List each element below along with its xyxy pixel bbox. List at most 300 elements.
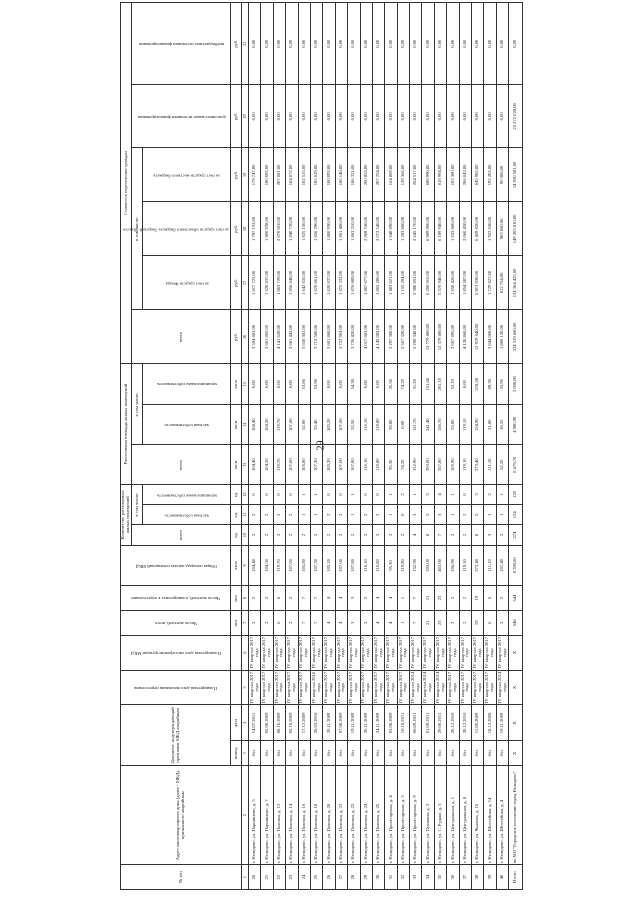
cell-am: 0,00	[261, 364, 273, 405]
cell-cm: 3	[422, 484, 434, 504]
unit-rub-2: руб.	[231, 256, 242, 310]
cell-addr: г. Нелидово, ул. Чкалова, д. 16	[472, 766, 484, 865]
hdr-doc-date: дата	[231, 705, 242, 741]
cell-plan: 7	[298, 586, 310, 611]
cell-date: 19.11.2009	[348, 705, 360, 741]
cell-a: 119,80	[372, 445, 384, 484]
cell-res: 7	[298, 610, 310, 635]
cell-r: 1 840 720,00	[286, 202, 298, 256]
cell-ad: 0,00	[335, 85, 347, 148]
cell-ob: 0,00	[310, 3, 322, 85]
cell-l: 207 081,00	[273, 148, 285, 202]
cell-am: 53,90	[310, 364, 322, 405]
cell-cp: 3	[410, 505, 422, 525]
cell-r: 1 800 938,00	[261, 202, 273, 256]
hdr-planned-demolition: Планируемая дата сноса/реконструкции МКД	[121, 635, 231, 670]
cell-area: 107,30	[310, 545, 322, 586]
cell-area: 104,40	[249, 545, 261, 586]
cell-area: 8 789,60	[509, 545, 523, 586]
hdr-area: Общая площадь жилых помещений МКД	[121, 545, 231, 586]
cell-ap: 104,40	[249, 404, 261, 445]
cell-f: 1 642 635,00	[298, 256, 310, 310]
cell-ob: 0,00	[298, 3, 310, 85]
cell-res: 4	[372, 610, 384, 635]
hdr-doc-number: номер	[231, 741, 242, 766]
hdr-local: за счет средств местного бюджета	[143, 148, 231, 202]
cell-ad: 0,00	[397, 85, 409, 148]
cell-area: 105,20	[323, 545, 335, 586]
cell-r: 2 072 540,00	[372, 202, 384, 256]
cell-dem: IV квартал 2017 года	[335, 635, 347, 670]
cell-rel: IV квартал 2014 года	[434, 670, 446, 705]
cell-t: 3 594 603,00	[249, 310, 261, 364]
column-number: 19	[242, 148, 249, 202]
cell-num: б/н	[323, 741, 335, 766]
cell-a: 52,20	[496, 445, 508, 484]
cell-cm: 2	[397, 484, 409, 504]
cell-rel: IV квартал 2017 года	[249, 670, 261, 705]
cell-c: 3	[484, 525, 496, 545]
cell-addr: г. Нелидово, ул. Шоссейная, д. 14	[484, 766, 496, 865]
cell-area: 110,80	[372, 545, 384, 586]
cell-c: 2	[397, 525, 409, 545]
cell-date: 06.09.2011	[410, 705, 422, 741]
cell-cp: 5	[422, 505, 434, 525]
cell-ob: 0,00	[422, 3, 434, 85]
column-number: 3	[242, 741, 249, 766]
cell-a: 107,60	[286, 445, 298, 484]
cell-f: 1 865 286,00	[372, 256, 384, 310]
cell-am: 201,10	[434, 364, 446, 405]
cell-ad: 0,00	[298, 85, 310, 148]
cell-addr: г. Нелидово, ул. Пролетарская, д. 4	[385, 766, 397, 865]
cell-r: 1 856 290,00	[310, 202, 322, 256]
cell-addr: г. Нелидово, ул. Полевая, д. 20	[323, 766, 335, 865]
cell-plan: 4	[385, 586, 397, 611]
cell-num: б/н	[348, 741, 360, 766]
cell-cp: 3	[434, 505, 446, 525]
table-body	[242, 3, 523, 890]
cell-date: 11.08.2009	[472, 705, 484, 741]
cell-c: 2	[298, 525, 310, 545]
cell-addr: г. Нелидово, ул. Центральная, д. 1	[447, 766, 459, 865]
cell-num: б/н	[298, 741, 310, 766]
column-number: 21	[242, 3, 249, 85]
cell-t: 3 650 302,00	[298, 310, 310, 364]
cell-res: 4	[323, 610, 335, 635]
cell-a: 104,50	[261, 445, 273, 484]
cell-dem: IV квартал 2017 года	[372, 635, 384, 670]
cell-area: 152,90	[410, 545, 422, 586]
cell-am: 0,00	[323, 364, 335, 405]
column-number: 20	[242, 85, 249, 148]
cell-n: Итого	[509, 865, 523, 890]
cell-plan: 4	[323, 586, 335, 611]
cell-t: 3 844 060,00	[484, 310, 496, 364]
cell-dem: IV квартал 2017 года	[273, 635, 285, 670]
cell-ap: 116,10	[360, 404, 372, 445]
cell-c: 2	[249, 525, 261, 545]
column-number: 17	[242, 256, 249, 310]
cell-cp: 2	[249, 505, 261, 525]
cell-cm: 0	[459, 484, 471, 504]
cell-t: 3 712 580,00	[310, 310, 322, 364]
cell-num: б/н	[434, 741, 446, 766]
cell-c: 2	[385, 525, 397, 545]
cell-area: 107,60	[335, 545, 347, 586]
cell-num: б/н	[459, 741, 471, 766]
cell-l: 186 321,00	[348, 148, 360, 202]
cell-n: 29	[360, 865, 372, 890]
cell-l: 185 629,00	[310, 148, 322, 202]
column-number: 4	[242, 705, 249, 741]
cell-num: б/н	[261, 741, 273, 766]
cell-ob: 0,00	[323, 3, 335, 85]
cell-f: 1 620 837,00	[261, 256, 273, 310]
cell-am: 0,00	[273, 364, 285, 405]
hdr-count-total: всего	[132, 525, 231, 545]
cell-t: 3 601 860,00	[323, 310, 335, 364]
cell-am: 33,95	[496, 364, 508, 405]
cell-l: 688 990,00	[422, 148, 434, 202]
cell-ad: 0,00	[496, 85, 508, 148]
cell-cp: 1	[298, 505, 310, 525]
unit-sqm-2: кв.м	[231, 445, 242, 484]
hdr-unit-blank-2	[231, 635, 242, 670]
column-number: 16	[242, 310, 249, 364]
cell-num: б/н	[335, 741, 347, 766]
unit-people-2: чел.	[231, 586, 242, 611]
cell-t: 3 681 443,00	[286, 310, 298, 364]
cell-l: 618 994,00	[434, 148, 446, 202]
cell-a: 119,70	[273, 445, 285, 484]
cell-dem: IV квартал 2017 года	[261, 635, 273, 670]
cell-c: 2	[496, 525, 508, 545]
cell-res: 2	[447, 610, 459, 635]
cell-rel: IV квартал 2017 года	[372, 670, 384, 705]
column-number: 15	[242, 364, 249, 405]
cell-cp: 1	[484, 505, 496, 525]
cell-dem: IV квартал 2017 года	[286, 635, 298, 670]
cell-cm: 1	[385, 484, 397, 504]
cell-t: 3 601 865,05	[261, 310, 273, 364]
cell-t: 3 722 963,00	[335, 310, 347, 364]
cell-num: б/н	[310, 741, 322, 766]
cell-num: б/н	[484, 741, 496, 766]
table-row	[310, 3, 322, 890]
table-row	[286, 3, 298, 890]
cell-area: 119,90	[397, 545, 409, 586]
cell-t: 324 319 660,00	[509, 310, 523, 364]
cell-am: 0,00	[286, 364, 298, 405]
cell-area: 373,40	[472, 545, 484, 586]
cell-r: 1 861 480,00	[335, 202, 347, 256]
cell-c: 8	[422, 525, 434, 545]
cell-f: 1 656 648,00	[286, 256, 298, 310]
cell-n: 25	[310, 865, 322, 890]
hdr-group-area: Расселяемая площадь жилых помещений	[121, 364, 132, 484]
hdr-additional: дополнительные источники финансирования	[132, 85, 231, 148]
cell-c: 2	[360, 525, 372, 545]
cell-date: 29.06.2011	[434, 705, 446, 741]
hdr-residents-planned: Число жителей, планируемых к переселению	[121, 586, 231, 611]
cell-res: 1	[397, 610, 409, 635]
cell-am: 0,00	[360, 364, 372, 405]
cell-l: 183 380,00	[447, 148, 459, 202]
cell-cp: 2	[372, 505, 384, 525]
cell-ob: 0,00	[459, 3, 471, 85]
column-number: 2	[242, 766, 249, 865]
cell-res: 2	[261, 610, 273, 635]
cell-area: 111,10	[484, 545, 496, 586]
cell-am: 52,10	[447, 364, 459, 405]
cell-res: 4	[385, 610, 397, 635]
table-row	[273, 3, 285, 890]
cell-plan: 544	[509, 586, 523, 611]
cell-r: 1 922 030,00	[484, 202, 496, 256]
column-number: 6	[242, 635, 249, 670]
cell-date: 03.08.2009	[385, 705, 397, 741]
cell-c: 2	[335, 525, 347, 545]
cell-num: б/н	[360, 741, 372, 766]
cell-ob: 0,00	[509, 3, 523, 85]
cell-r: 6 889 900,00	[422, 202, 434, 256]
hdr-area-municipal: муниципальная собственность	[143, 364, 231, 405]
cell-cp: 0	[397, 505, 409, 525]
cell-area: 107,40	[496, 545, 508, 586]
cell-cp: 1	[447, 505, 459, 525]
cell-n: 26	[323, 865, 335, 890]
cell-cp: 2	[286, 505, 298, 525]
cell-cm: 2	[484, 484, 496, 504]
relocation-table	[120, 2, 523, 890]
cell-num: X	[509, 741, 523, 766]
cell-res: 4	[335, 610, 347, 635]
cell-ap: 18,25	[496, 404, 508, 445]
cell-plan: 2	[447, 586, 459, 611]
hdr-no: № п/п	[121, 865, 242, 890]
cell-date: 20.11.2009	[360, 705, 372, 741]
cell-plan: 2	[261, 586, 273, 611]
column-number: 12	[242, 484, 249, 504]
cell-a: 95,30	[385, 445, 397, 484]
cell-l: 184 072,00	[286, 148, 298, 202]
cell-rel: IV квартал 2017 года	[484, 670, 496, 705]
table-row	[472, 3, 484, 890]
cell-a: 357,80	[434, 445, 446, 484]
cell-addr: г. Нелидово, ул. Полевая, д. 22	[335, 766, 347, 865]
hdr-count-incl: в том числе:	[132, 484, 143, 525]
cell-ad: 0,00	[385, 85, 397, 148]
cell-rel: IV квартал 2017 года	[323, 670, 335, 705]
cell-r: 1 797 133,00	[249, 202, 261, 256]
cell-addr: г. Нелидово, ул. Полевая, д. 14	[286, 766, 298, 865]
cell-date: 05.08.2009	[261, 705, 273, 741]
cell-addr: г. Нелидово, ул. Полевая, д. 25	[372, 766, 384, 865]
cell-am: 31,20	[410, 364, 422, 405]
cell-c: 7	[434, 525, 446, 545]
cell-cm: 0	[261, 484, 273, 504]
hdr-area-private: частная собственность	[143, 404, 231, 445]
cell-am: 35,50	[385, 364, 397, 405]
cell-l: 179 747,00	[249, 148, 261, 202]
cell-dem: IV квартал 2017 года	[410, 635, 422, 670]
cell-a: 107,80	[348, 445, 360, 484]
table-row	[447, 3, 459, 890]
cell-ap: 59,80	[385, 404, 397, 445]
cell-addr: г. Нелидово, ул. Центральная, д. 8	[459, 766, 471, 865]
cell-rel: IV квартал 2014 года	[496, 670, 508, 705]
cell-num: б/н	[273, 741, 285, 766]
cell-am: 74,20	[397, 364, 409, 405]
cell-f: 5 570 946,00	[434, 256, 446, 310]
cell-cm: 0	[249, 484, 261, 504]
cell-res: 2	[360, 610, 372, 635]
cell-area: 107,60	[286, 545, 298, 586]
cell-res: 23	[434, 610, 446, 635]
cell-ad: 0,00	[447, 85, 459, 148]
cell-n: 36	[447, 865, 459, 890]
cell-ob: 0,00	[447, 3, 459, 85]
cell-ap: 119,10	[459, 404, 471, 445]
cell-cp: 2	[335, 505, 347, 525]
unit-rub-3: руб.	[231, 202, 242, 256]
cell-r: 1 283 660,00	[397, 202, 409, 256]
cell-res: 21	[422, 610, 434, 635]
cell-am: 54,30	[348, 364, 360, 405]
column-number: 7	[242, 610, 249, 635]
cell-r: 1 800 930,00	[323, 202, 335, 256]
cell-cm: 0	[273, 484, 285, 504]
unit-units-3: ед.	[231, 484, 242, 504]
cell-c: 2	[372, 525, 384, 545]
table-row	[348, 3, 360, 890]
cell-r: 6 189 940,00	[434, 202, 446, 256]
cell-plan: 4	[372, 586, 384, 611]
cell-am: 218,50	[472, 364, 484, 405]
cell-f: 6 200 910,00	[422, 256, 434, 310]
cell-cp: 154	[509, 505, 523, 525]
cell-l: 164 869,00	[385, 148, 397, 202]
cell-num: б/н	[385, 741, 397, 766]
hdr-doc-group: Документ, подтверждающий признание МКД аварийным	[121, 705, 231, 766]
cell-dem: IV квартал 2017 года	[323, 635, 335, 670]
cell-date: 17.12.2009	[298, 705, 310, 741]
cell-a: 107,30	[310, 445, 322, 484]
cell-f: 1 155 294,00	[397, 256, 409, 310]
cell-l: 128 366,00	[397, 148, 409, 202]
cell-ob: 0,00	[385, 3, 397, 85]
total-row	[509, 3, 523, 890]
table-row	[484, 3, 496, 890]
cell-t: 4 017 063,00	[360, 310, 372, 364]
cell-l: 207 254,00	[372, 148, 384, 202]
cell-c: 2	[286, 525, 298, 545]
cell-ap: 53,50	[348, 404, 360, 445]
cell-ob: 0,00	[484, 3, 496, 85]
cell-ob: 0,00	[410, 3, 422, 85]
rotated-page	[120, 0, 600, 890]
cell-rel: IV квартал 2017 года	[459, 670, 471, 705]
cell-n: 28	[348, 865, 360, 890]
table-row	[360, 3, 372, 890]
table-row	[372, 3, 384, 890]
cell-a: 74,20	[397, 445, 409, 484]
column-number: 5	[242, 670, 249, 705]
cell-ap: 53,40	[310, 404, 322, 445]
cell-area: 402,60	[434, 545, 446, 586]
hdr-address: Адрес многоквартирного дома (далее - МКД), признанного аварийным	[121, 766, 242, 865]
table-row	[496, 3, 508, 890]
hdr-cost-total: всего	[132, 310, 231, 364]
cell-t: 5 290 340,00	[410, 310, 422, 364]
cell-plan: 2	[286, 586, 298, 611]
cell-plan: 6	[484, 586, 496, 611]
cell-r: 149 205 810,00	[509, 202, 523, 256]
cell-dem: IV квартал 2017 года	[484, 635, 496, 670]
cell-dem: IV квартал 2017 года	[459, 635, 471, 670]
cell-cm: 0	[335, 484, 347, 504]
cell-area: 119,10	[459, 545, 471, 586]
cell-f: 1 863 729,00	[273, 256, 285, 310]
cell-n: 40	[496, 865, 508, 890]
cell-c: 274	[509, 525, 523, 545]
cell-r: 2 008 530,00	[360, 202, 372, 256]
cell-rel: X	[509, 670, 523, 705]
cell-ob: 0,00	[335, 3, 347, 85]
hdr-unit-blank-1	[231, 670, 242, 705]
cell-addr: г. Нелидово, ул. Шоссейная, д. 4	[496, 766, 508, 865]
unit-rub-4: руб.	[231, 148, 242, 202]
cell-cp: 1	[496, 505, 508, 525]
cell-addr: г. Нелидово, ул. Полевая, д. 12	[273, 766, 285, 865]
cell-date: 26.03.2010	[310, 705, 322, 741]
cell-area: 119,70	[273, 545, 285, 586]
cell-area: 104,50	[261, 545, 273, 586]
cell-cm: 3	[472, 484, 484, 504]
column-number: 13	[242, 445, 249, 484]
cell-ad: 0,00	[459, 85, 471, 148]
cell-plan: 3	[348, 586, 360, 611]
cell-t: 3 726 420,00	[348, 310, 360, 364]
cell-area: 393,00	[422, 545, 434, 586]
column-number-row	[242, 3, 249, 890]
cell-n: 34	[422, 865, 434, 890]
cell-cm: 0	[360, 484, 372, 504]
cell-c: 4	[410, 525, 422, 545]
cell-r: 2 070 810,00	[273, 202, 285, 256]
cell-a: 8 679,70	[509, 445, 523, 484]
cell-ap: 241,40	[422, 404, 434, 445]
hdr-area-incl: в том числе:	[132, 364, 143, 445]
cell-ap: 52,00	[298, 404, 310, 445]
cell-r: 6 459 820,00	[472, 202, 484, 256]
cell-ad: 0,00	[422, 85, 434, 148]
cell-addr: г. Нелидово, ул. Полевая, д. 23	[348, 766, 360, 865]
cell-l: 264 517,00	[410, 148, 422, 202]
hdr-group-cost: Стоимость переселения граждан	[121, 3, 132, 364]
cell-dem: IV квартал 2017 года	[360, 635, 372, 670]
column-number: 11	[242, 505, 249, 525]
cell-area: 107,80	[348, 545, 360, 586]
cell-res: 19	[472, 610, 484, 635]
cell-ob: 0,00	[372, 3, 384, 85]
unit-sqm-3: кв.м	[231, 404, 242, 445]
cell-l: 645 982,00	[472, 148, 484, 202]
cell-num: б/н	[249, 741, 261, 766]
cell-ad: 0,00	[434, 85, 446, 148]
cell-f: 134 364 425,00	[509, 256, 523, 310]
